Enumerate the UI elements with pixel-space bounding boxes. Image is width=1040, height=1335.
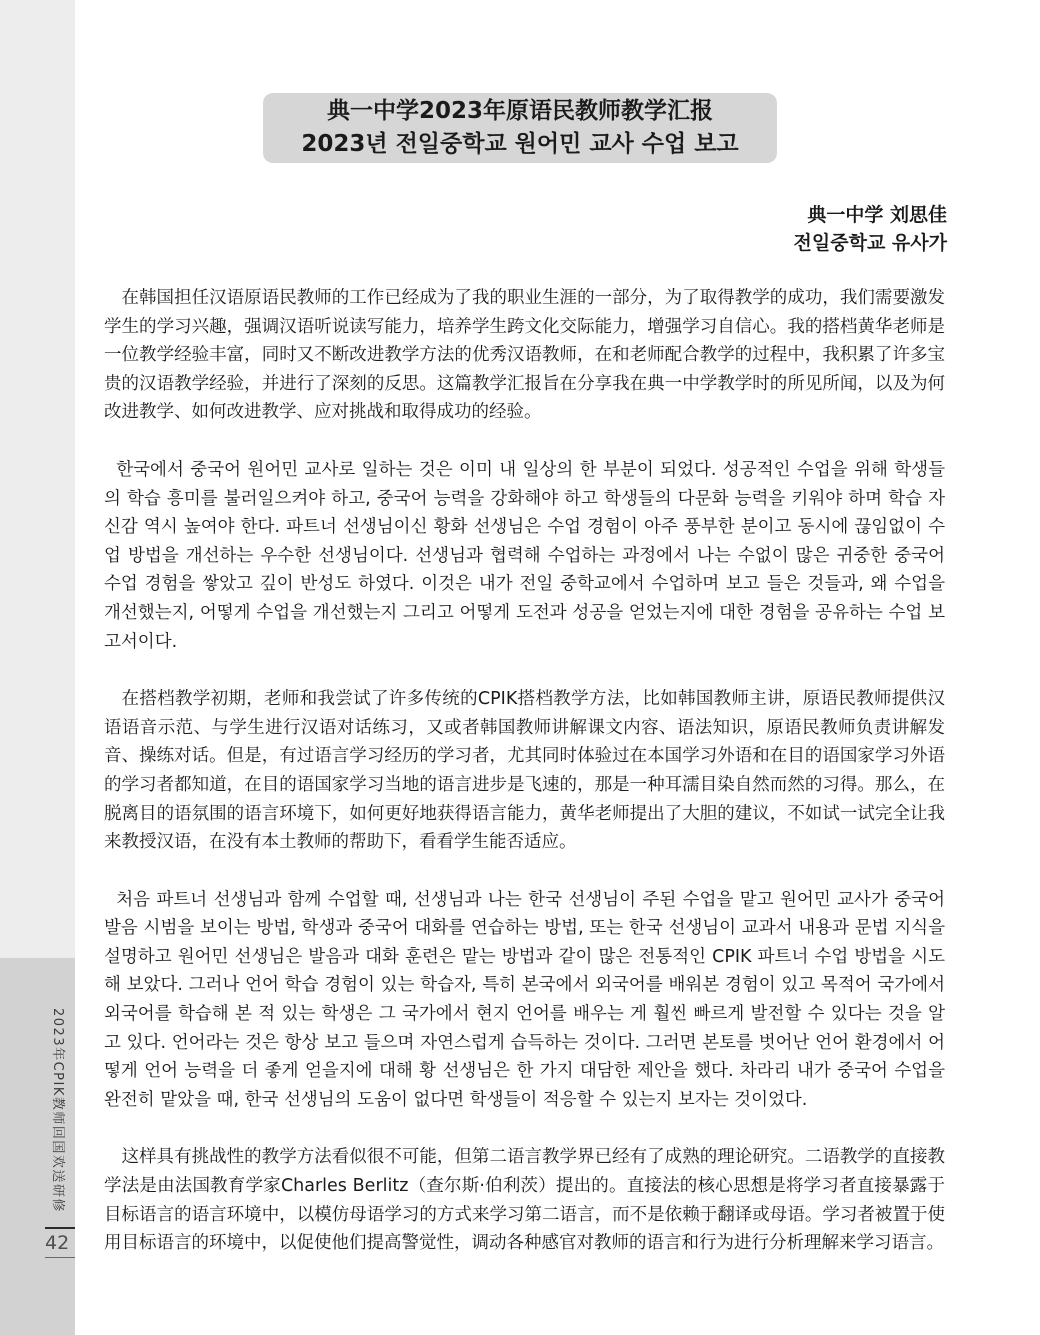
paragraph-4-korean: 처음 파트너 선생님과 함께 수업할 때, 선생님과 나는 한국 선생님이 주된 수업을 맡고 원어민 교사가 중국어 발음 시범을 보이는 방법, 학생과 중국어 대화를 연습하는 방법, 또는 한국 선생님이 교과서 내용과 문법 지식을 설명하고 원어민 선생님은 발음과 대화 훈련은 맡는 방법과 같이 많은 전통적인 CPIK 파트너 수업 방법을 시도해 보았다. 그러나 언어 학습 경험이 있는 학습자, 특히 본국에서 외국어를 배워본 경험이 있고 목적어 국가에서 외국어를 학습해 본 적 있는 학생은 그 국가에서 현지 언어를 배우는 게 훨씬 빠르게 발전할 수 있다는 것을 알고 있다. 언어라는 것은 항상 보고 들으며 자연스럽게 습득하는 것이다. 그러면 본토를 벗어난 언어 환경에서 어떻게 언어 능력을 더 좋게 얻을지에 대해 황 선생님은 한 가지 대담한 제안을 했다. 차라리 내가 중국어 수업을 완전히 맡았을 때, 한국 선생님의 도움이 없다면 학생들이 적응할 수 있는지 보자는 것이었다.: [104, 889, 945, 1110]
page-number-rule-top: [45, 1227, 75, 1229]
paragraph-2-korean: 한국에서 중국어 원어민 교사로 일하는 것은 이미 내 일상의 한 부분이 되었다. 성공적인 수업을 위해 학생들의 학습 흥미를 불러일으켜야 하고, 중국어 능력을 강화해야 하고 학생들의 다문화 능력을 키워야 하며 학습 자신감 역시 높여야 한다. 파트너 선생님이신 황화 선생님은 수업 경험이 아주 풍부한 분이고 동시에 끊임없이 수업 방법을 개선하는 우수한 선생님이다. 선생님과 협력해 수업하는 과정에서 나는 수없이 많은 귀중한 중국어 수업 경험을 쌓았고 깊이 반성도 하였다. 이것은 내가 전일 중학교에서 수업하며 보고 들은 것들과, 왜 수업을 개선했는지, 어떻게 수업을 개선했는지 그리고 어떻게 도전과 성공을 얻었는지에 대한 경험을 공유하는 수업 보고서이다.: [104, 459, 945, 652]
author-line-chinese: 典一中学 刘思佳: [807, 204, 947, 226]
page-number-rule-bottom: [45, 1257, 75, 1258]
page-number: 42: [45, 1232, 70, 1254]
paragraph-5-chinese: 这样具有挑战性的教学方法看似很不可能，但第二语言教学界已经有了成熟的理论研究。二语教学的直接教学法是由法国教育学家Charles Berlitz（查尔斯·伯利茨）提出的。直接法的核心思想是将学习者直接暴露于目标语言的语言环境中，以模仿母语学习的方式来学习第二语言，而不是依赖于翻译或母语。学习者被置于使用目标语言的环境中，以促使他们提高警觉性，调动各种感官对教师的语言和行为进行分析理解来学习语言。: [104, 1147, 945, 1254]
paragraph-3-chinese: 在搭档教学初期，老师和我尝试了许多传统的CPIK搭档教学方法，比如韩国教师主讲，原语民教师提供汉语语音示范、与学生进行汉语对话练习，又或者韩国教师讲解课文内容、语法知识，原语民教师负责讲解发音、操练对话。但是，有过语言学习经历的学习者，尤其同时体验过在本国学习外语和在目的语国家学习外语的学习者都知道，在目的语国家学习当地的语言进步是飞速的，那是一种耳濡目染自然而然的习得。那么，在脱离目的语氛围的语言环境下，如何更好地获得语言能力，黄华老师提出了大胆的建议，不如试一试完全让我来教授汉语，在没有本土教师的帮助下，看看学生能否适应。: [104, 689, 945, 853]
report-body: [104, 284, 945, 1258]
paragraph-1-chinese: 在韩国担任汉语原语民教师的工作已经成为了我的职业生涯的一部分，为了取得教学的成功，我们需要激发学生的学习兴趣，强调汉语听说读写能力，培养学生跨文化交际能力，增强学习自信心。我的搭档黄华老师是一位教学经验丰富，同时又不断改进教学方法的优秀汉语教师，在和老师配合教学的过程中，我积累了许多宝贵的汉语教学经验，并进行了深刻的反思。这篇教学汇报旨在分享我在典一中学教学时的所见所闻，以及为何改进教学、如何改进教学、应对挑战和取得成功的经验。: [104, 288, 945, 423]
report-title-banner: [263, 93, 777, 163]
sidebar-vertical-label: 2023年CPIK教师回国欢送研修: [50, 1008, 65, 1213]
author-block: [794, 201, 947, 257]
report-title-chinese: 典一中学2023年原语民教师教学汇报: [326, 98, 713, 124]
author-line-korean: 전일중학교 유사가: [793, 232, 947, 254]
report-title-korean: 2023년 전일중학교 원어민 교사 수업 보고: [301, 131, 739, 157]
